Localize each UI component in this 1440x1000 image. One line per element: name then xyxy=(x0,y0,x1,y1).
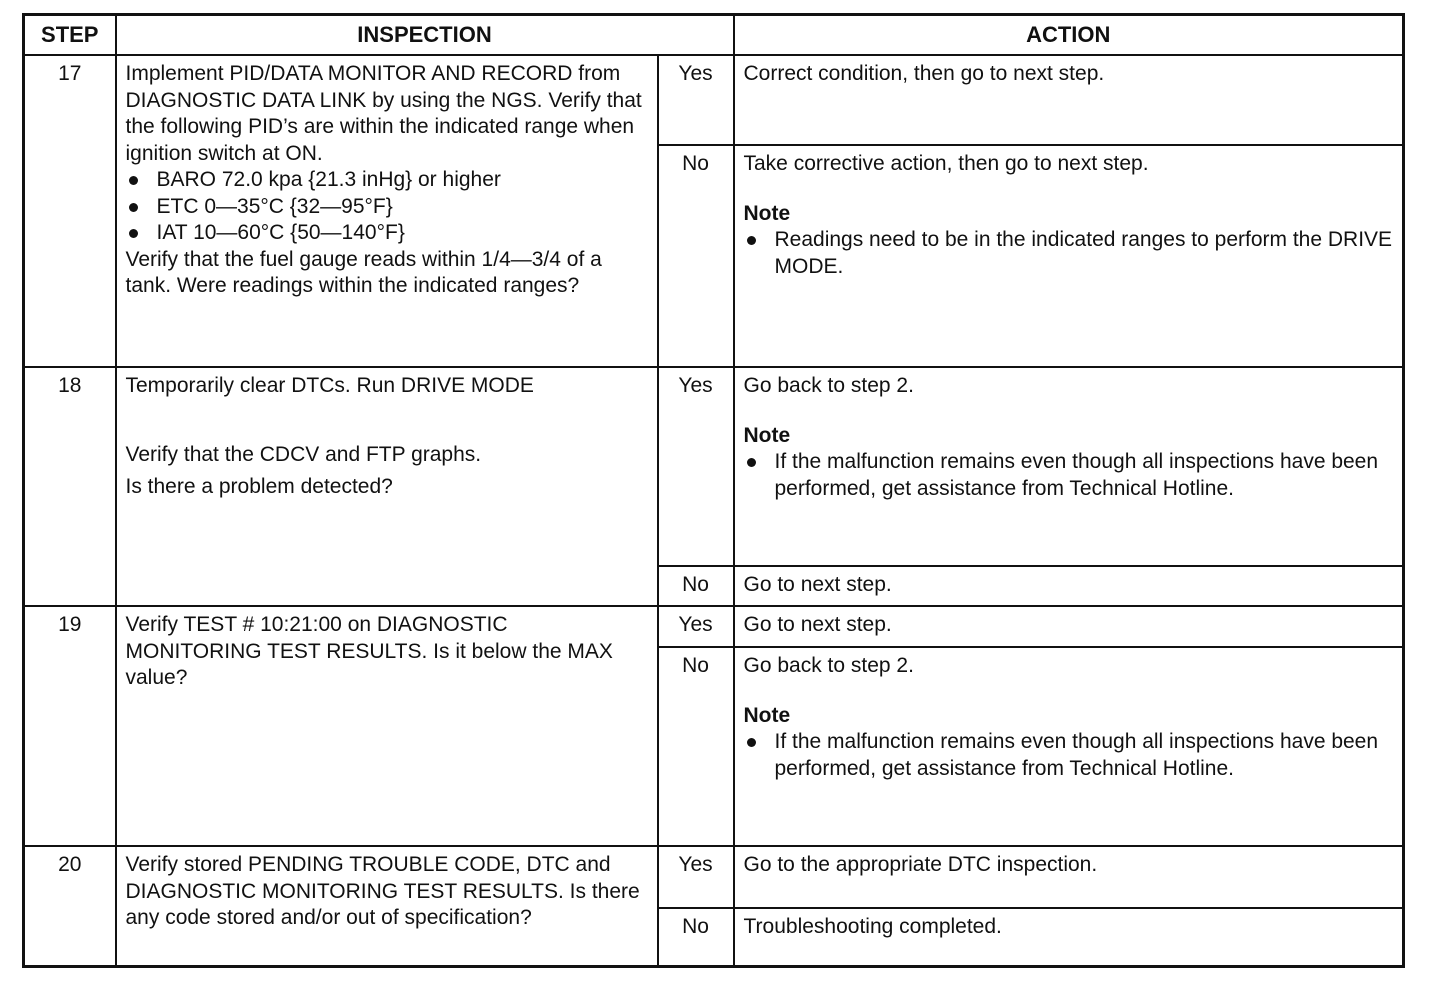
inspection-line: Temporarily clear DTCs. Run DRIVE MODE xyxy=(125,374,534,397)
step-20-yes-row xyxy=(24,846,1404,908)
inspection-text: Verify TEST # 10:21:00 on DIAGNOSTIC MONITORING TEST RESULTS. Is it below the MAX value? xyxy=(116,606,658,846)
inspection-line: Is there a problem detected? xyxy=(125,475,393,498)
yes-action-cell xyxy=(734,367,1404,566)
no-action: Go back to step 2. xyxy=(743,654,914,677)
no-action: Go to next step. xyxy=(734,566,1404,606)
note-list xyxy=(744,729,1394,782)
inspection-outro: Verify that the fuel gauge reads within 1/4—3/4 of a tank. Were readings within the indicated ranges? xyxy=(125,247,602,297)
note-list xyxy=(744,449,1394,502)
note-item: If the malfunction remains even though all inspections have been performed, get assistance from Technical Hotline. xyxy=(744,449,1394,502)
header-action: ACTION xyxy=(734,15,1404,56)
inspection-cell xyxy=(116,367,658,606)
no-label: No xyxy=(658,566,734,606)
no-action: Take corrective action, then go to next step. xyxy=(743,152,1149,175)
pid-item: IAT 10—60°C {50—140°F} xyxy=(126,220,648,247)
yes-label: Yes xyxy=(658,55,734,145)
yes-action: Go to next step. xyxy=(734,606,1404,647)
pid-list xyxy=(126,167,648,247)
yes-label: Yes xyxy=(658,846,734,908)
no-action-cell xyxy=(734,647,1404,846)
yes-action: Correct condition, then go to next step. xyxy=(734,55,1404,145)
note-item: Readings need to be in the indicated ranges to perform the DRIVE MODE. xyxy=(744,227,1394,280)
step-number: 17 xyxy=(24,55,116,367)
inspection-line: Verify that the CDCV and FTP graphs. xyxy=(125,442,482,466)
header-row xyxy=(24,15,1404,56)
inspection-cell xyxy=(116,55,658,367)
note-title: Note xyxy=(743,201,791,225)
diagnostic-table xyxy=(22,13,1405,968)
header-inspection: INSPECTION xyxy=(116,15,734,56)
note-list xyxy=(744,227,1394,280)
no-label: No xyxy=(658,908,734,966)
yes-label: Yes xyxy=(658,606,734,647)
inspection-intro: Implement PID/DATA MONITOR AND RECORD from DIAGNOSTIC DATA LINK by using the NGS. Verify that the following PID’s are within the indicated range when ignition switch at ON. xyxy=(125,62,642,165)
step-number: 19 xyxy=(24,606,116,846)
yes-action: Go to the appropriate DTC inspection. xyxy=(734,846,1404,908)
pid-item: ETC 0—35°C {32—95°F} xyxy=(126,194,648,221)
step-18-yes-row xyxy=(24,367,1404,566)
no-label: No xyxy=(658,145,734,367)
pid-item: BARO 72.0 kpa {21.3 inHg} or higher xyxy=(126,167,648,194)
no-action: Troubleshooting completed. xyxy=(734,908,1404,966)
note-title: Note xyxy=(743,703,791,727)
note-item: If the malfunction remains even though all inspections have been performed, get assistance from Technical Hotline. xyxy=(744,729,1394,782)
step-number: 18 xyxy=(24,367,116,606)
header-step: STEP xyxy=(24,15,116,56)
no-label: No xyxy=(658,647,734,846)
no-action-cell xyxy=(734,145,1404,367)
note-title: Note xyxy=(743,423,791,447)
yes-label: Yes xyxy=(658,367,734,566)
inspection-text: Verify stored PENDING TROUBLE CODE, DTC and DIAGNOSTIC MONITORING TEST RESULTS. Is there any code stored and/or out of specification? xyxy=(116,846,658,966)
step-19-yes-row xyxy=(24,606,1404,647)
step-17-yes-row xyxy=(24,55,1404,145)
step-number: 20 xyxy=(24,846,116,966)
yes-action: Go back to step 2. xyxy=(743,374,914,397)
